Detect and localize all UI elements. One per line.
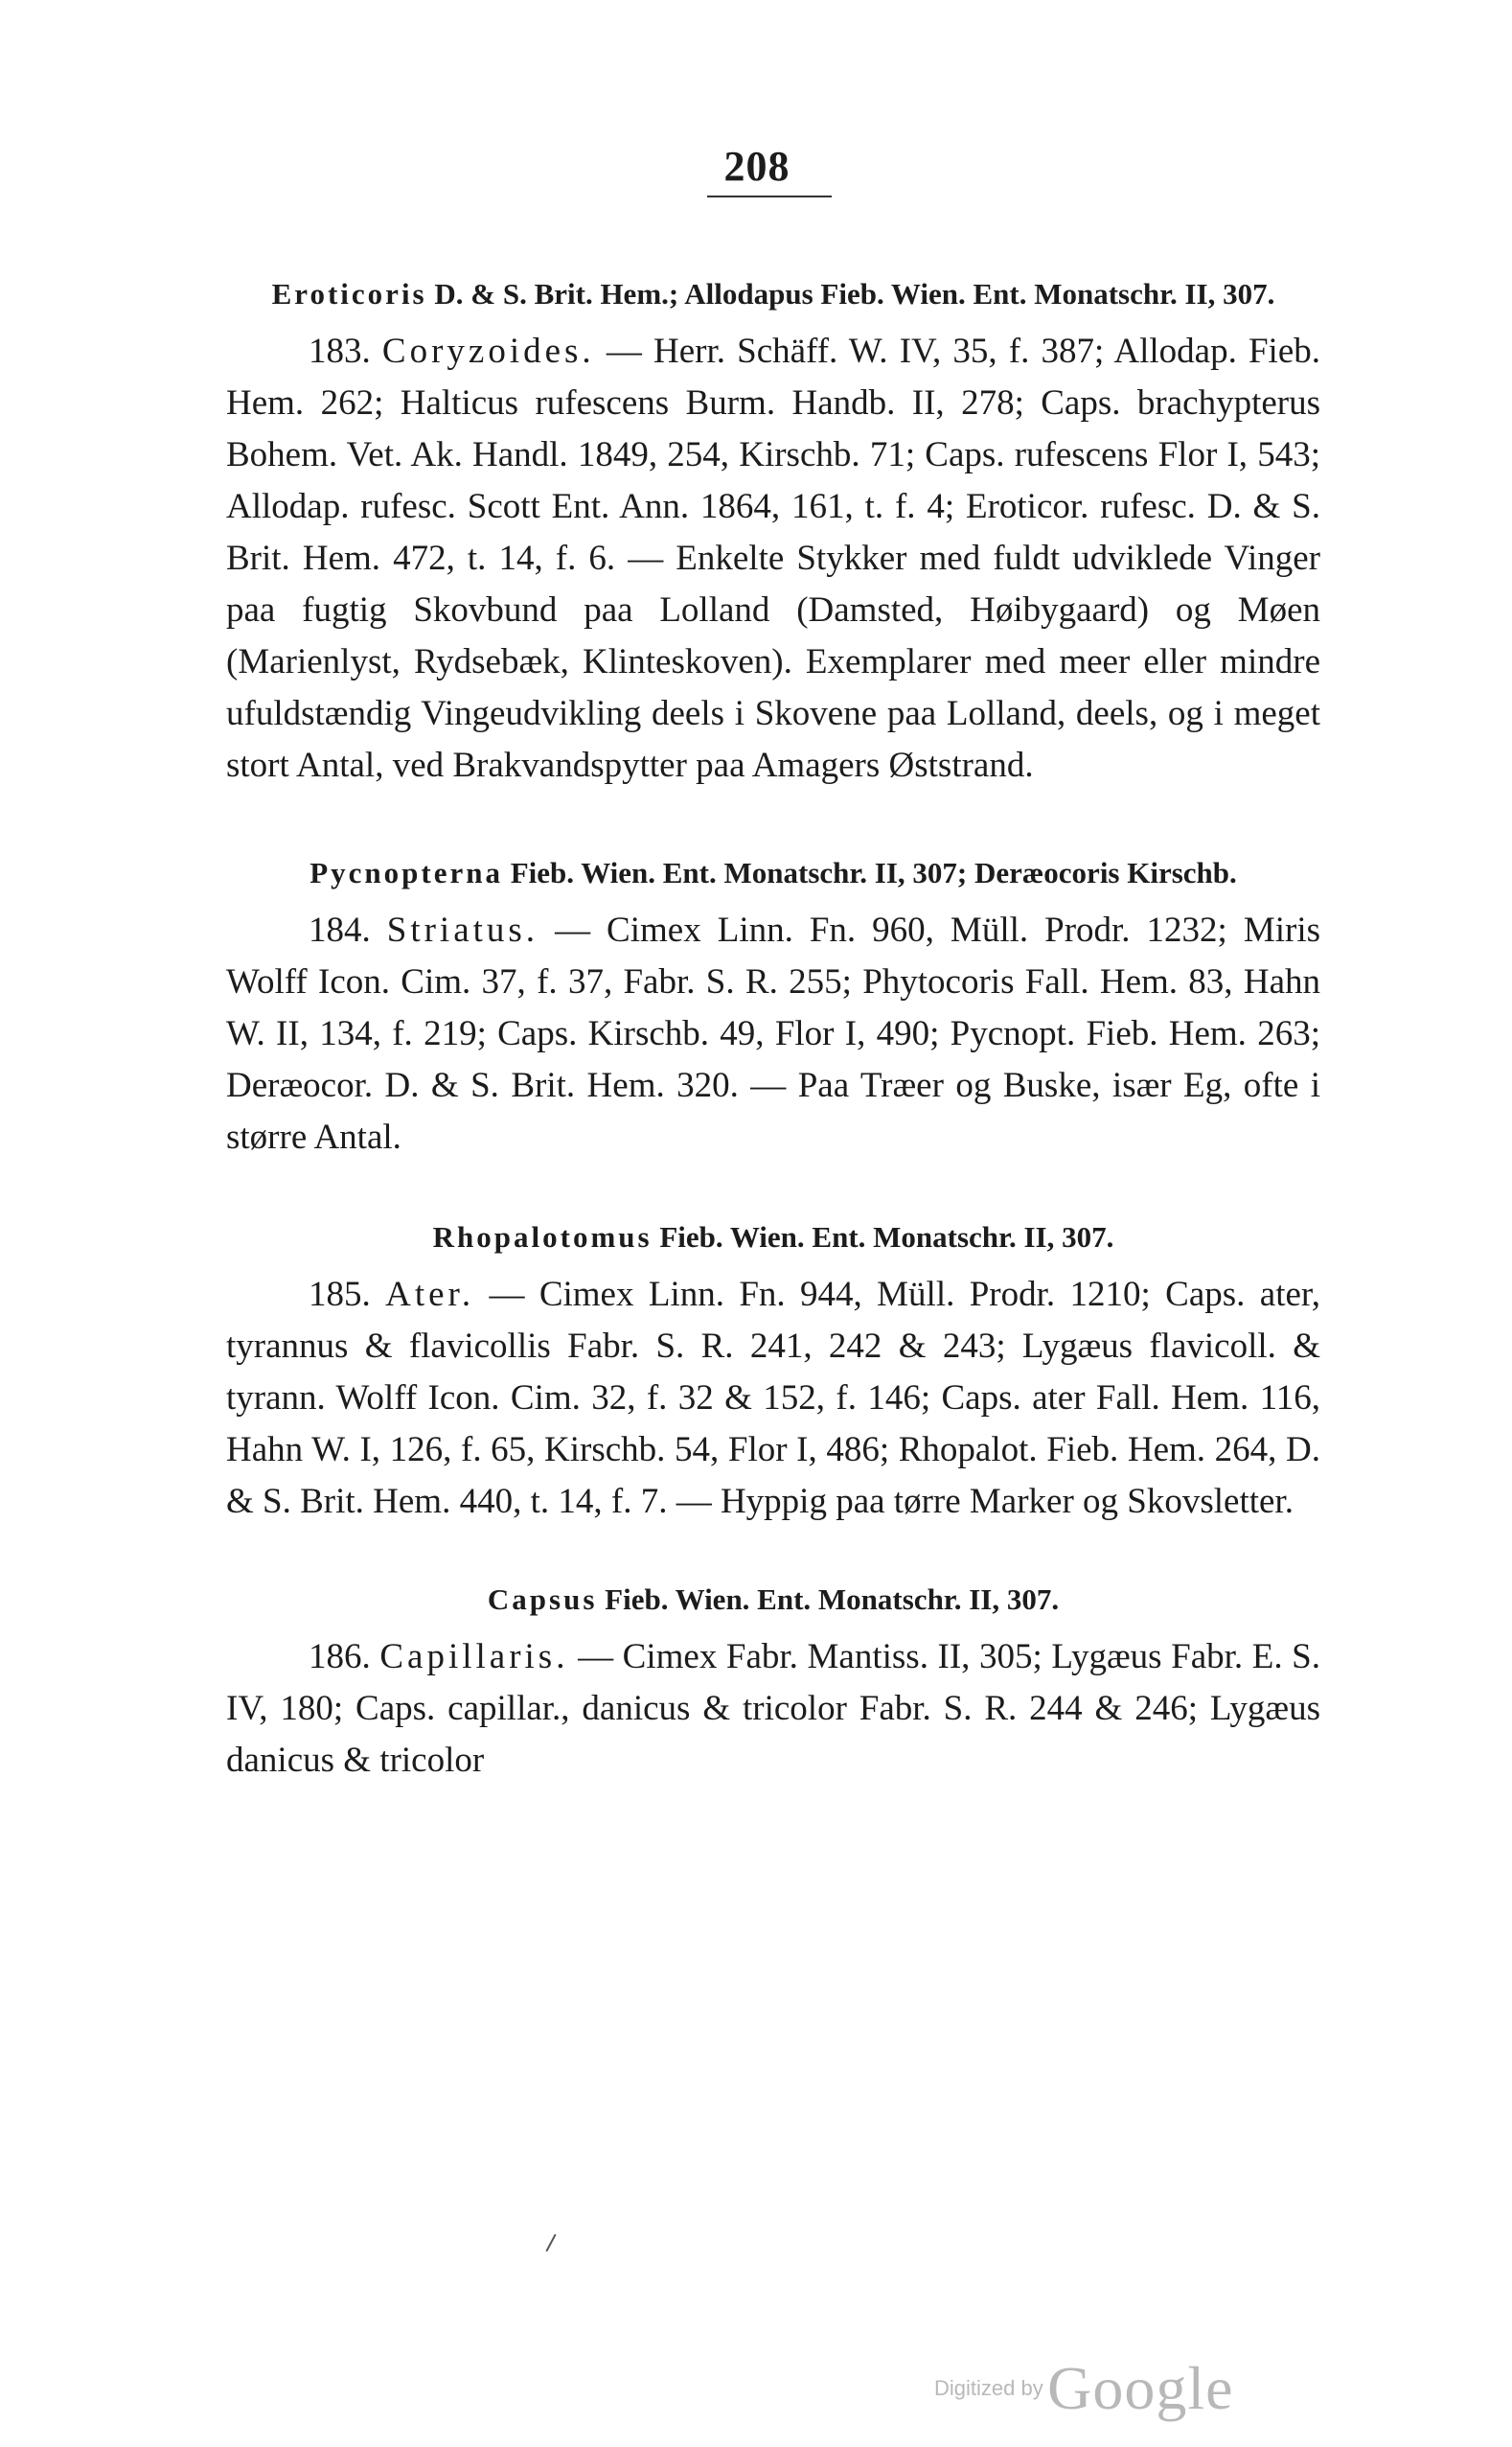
species-name: Ater.: [385, 1275, 475, 1314]
species-name: Coryzoides.: [381, 332, 595, 371]
species-name: Capillaris.: [379, 1637, 569, 1676]
genus-name: Pycnopterna: [309, 856, 503, 889]
genus-name: Rhopalotomus: [432, 1220, 653, 1254]
page-number: 208: [723, 143, 790, 190]
genus-name: Capsus: [487, 1582, 598, 1616]
genus-reference: Fieb. Wien. Ent. Monatschr. II, 307.: [605, 1582, 1060, 1616]
species-text: — Cimex Linn. Fn. 944, Müll. Prodr. 1210; Caps. ater, tyrannus & flavicollis Fabr. S. R. 241, 242 & 243; Lygæus flavicoll. & tyrann. Wolff Icon. Cim. 32, f. 32 & 152, f. 146; Caps. ater Fall. Hem. 116, Hahn W. I, 126, f. 65, Kirschb. 54, Flor I, 486; Rhopalot. Fieb. Hem. 264, D. & S. Brit. Hem. 440, t. 14, f. 7. — Hyppig paa tørre Marker og Skovsletter.: [226, 1275, 1321, 1521]
species-entry: [226, 905, 1320, 1164]
species-number: 183.: [309, 332, 371, 371]
genus-heading: [226, 1212, 1320, 1263]
genus-name: Eroticoris: [271, 277, 427, 311]
genus-heading: [226, 847, 1320, 899]
genus-reference: Fieb. Wien. Ent. Monatschr. II, 307; Deræocoris Kirschb.: [510, 856, 1237, 889]
text-column: [226, 259, 1320, 1787]
species-number: 184.: [309, 911, 371, 950]
species-text: — Herr. Schäff. W. IV, 35, f. 387; Allodap. Fieb. Hem. 262; Halticus rufescens Burm. Handb. II, 278; Caps. brachypterus Bohem. Vet. Ak. Handl. 1849, 254, Kirschb. 71; Caps. rufescens Flor I, 543; Allodap. rufesc. Scott Ent. Ann. 1864, 161, t. f. 4; Eroticor. rufesc. D. & S. Brit. Hem. 472, t. 14, f. 6. — Enkelte Stykker med fuldt udviklede Vinger paa fugtig Skovbund paa Lolland (Damsted, Høibygaard) og Møen (Marienlyst, Rydsebæk, Klinteskoven). Exemplarer med meer eller mindre ufuldstændig Vingeudvikling deels i Skovene paa Lolland, deels, og i meget stort Antal, ved Brakvandspytter paa Amagers Øststrand.: [226, 332, 1321, 785]
species-entry: [226, 1631, 1320, 1787]
page-number-underline: [707, 196, 832, 197]
species-entry: [226, 326, 1320, 792]
species-name: Striatus.: [386, 911, 539, 950]
watermark-brand: Google: [1047, 2354, 1234, 2422]
species-number: 186.: [309, 1637, 371, 1676]
species-entry: [226, 1269, 1320, 1528]
species-number: 185.: [309, 1275, 371, 1314]
species-text: — Cimex Linn. Fn. 960, Müll. Prodr. 1232; Miris Wolff Icon. Cim. 37, f. 37, Fabr. S. R. 255; Phytocoris Fall. Hem. 83, Hahn W. II, 134, f. 219; Caps. Kirschb. 49, Flor I, 490; Pycnopt. Fieb. Hem. 263; Deræocor. D. & S. Brit. Hem. 320. — Paa Træer og Buske, især Eg, ofte i større Antal.: [226, 911, 1321, 1157]
digitization-watermark: [934, 2353, 1234, 2424]
species-text: — Cimex Fabr. Mantiss. II, 305; Lygæus Fabr. E. S. IV, 180; Caps. capillar., danicus & tricolor Fabr. S. R. 244 & 246; Lygæus danicus & tricolor: [226, 1637, 1321, 1780]
pen-mark: [545, 2234, 556, 2252]
genus-reference: D. & S. Brit. Hem.; Allodapus Fieb. Wien. Ent. Monatschr. II, 307.: [434, 277, 1275, 311]
watermark-digitized-label: Digitized by: [934, 2376, 1043, 2400]
genus-heading: [226, 1574, 1320, 1626]
genus-reference: Fieb. Wien. Ent. Monatschr. II, 307.: [659, 1220, 1114, 1254]
genus-heading: [226, 268, 1320, 320]
